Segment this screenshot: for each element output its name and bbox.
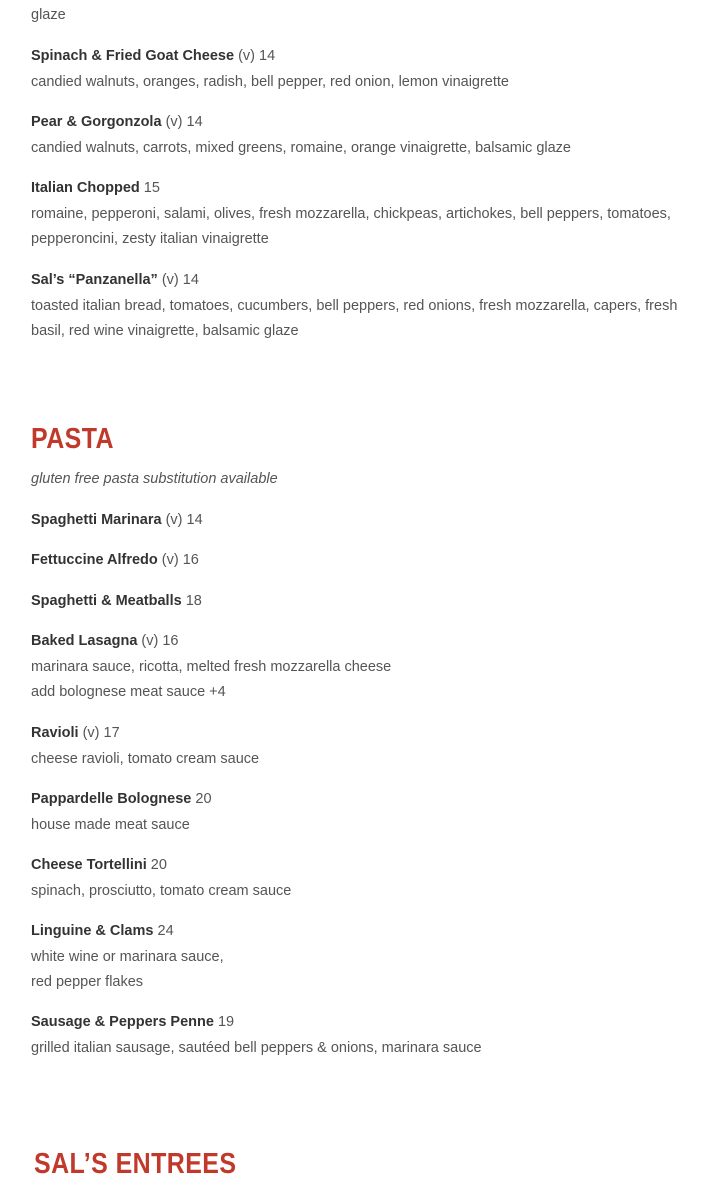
menu-item xyxy=(31,548,691,574)
item-name: Spaghetti Marinara xyxy=(31,512,162,528)
item-price: 19 xyxy=(217,1014,235,1030)
item-name: Spinach & Fried Goat Cheese xyxy=(31,48,235,64)
section-note: gluten free pasta substitution available xyxy=(31,471,278,487)
section-title-pasta: PASTA xyxy=(31,423,114,455)
menu-item xyxy=(31,176,691,253)
item-description: pepperoncini, zesty italian vinaigrette xyxy=(31,231,269,247)
item-name: Sausage & Peppers Penne xyxy=(31,1014,214,1030)
item-name: Cheese Tortellini xyxy=(31,857,147,873)
previous-item-description-fragment: glaze xyxy=(31,7,66,23)
item-name: Pappardelle Bolognese xyxy=(31,791,192,807)
item-name: Sal’s “Panzanella” xyxy=(31,272,158,288)
item-price: 18 xyxy=(185,593,202,609)
item-price: (v) 14 xyxy=(161,272,199,288)
item-price: (v) 14 xyxy=(165,114,203,130)
item-description: house made meat sauce xyxy=(31,816,190,833)
item-name: Spaghetti & Meatballs xyxy=(31,593,182,609)
item-description: romaine, pepperoni, salami, olives, fresh mozzarella, chickpeas, artichokes, bell peppers, tomatoes, xyxy=(31,205,671,222)
menu-item xyxy=(31,853,691,904)
item-description: add bolognese meat sauce +4 xyxy=(31,684,226,700)
item-name: Italian Chopped xyxy=(31,180,140,196)
item-price: 24 xyxy=(157,923,174,939)
item-price: (v) 16 xyxy=(161,552,199,568)
item-price: 15 xyxy=(143,180,160,196)
item-name: Baked Lasagna xyxy=(31,633,138,649)
section-title-entrees: SAL’S ENTREES xyxy=(34,1148,237,1180)
item-description: grilled italian sausage, sautéed bell peppers & onions, marinara sauce xyxy=(31,1039,482,1056)
item-description: white wine or marinara sauce, xyxy=(31,948,224,965)
menu-item xyxy=(31,589,691,615)
item-name: Fettuccine Alfredo xyxy=(31,552,158,568)
menu-item xyxy=(31,268,691,345)
item-name: Pear & Gorgonzola xyxy=(31,114,162,130)
menu-item xyxy=(31,787,691,838)
item-description: red pepper flakes xyxy=(31,974,144,990)
item-description: cheese ravioli, tomato cream sauce xyxy=(31,750,260,767)
menu-item xyxy=(31,629,691,706)
menu-item xyxy=(31,44,691,95)
item-description: candied walnuts, oranges, radish, bell pepper, red onion, lemon vinaigrette xyxy=(31,73,509,90)
item-description: spinach, prosciutto, tomato cream sauce xyxy=(31,882,292,899)
menu-item xyxy=(31,1010,691,1061)
item-description: toasted italian bread, tomatoes, cucumbers, bell peppers, red onions, fresh mozzarella, capers, fresh xyxy=(31,297,678,314)
item-price: (v) 14 xyxy=(165,512,203,528)
item-price: (v) 17 xyxy=(82,725,120,741)
menu-item xyxy=(31,721,691,772)
menu-item xyxy=(31,508,691,534)
item-price: (v) 14 xyxy=(238,48,276,64)
item-description: candied walnuts, carrots, mixed greens, romaine, orange vinaigrette, balsamic glaze xyxy=(31,139,571,156)
item-price: 20 xyxy=(150,857,167,873)
menu-item xyxy=(31,110,691,161)
item-description: marinara sauce, ricotta, melted fresh mozzarella cheese xyxy=(31,658,392,675)
item-price: 20 xyxy=(195,791,212,807)
menu-item xyxy=(31,919,691,996)
item-description: basil, red wine vinaigrette, balsamic glaze xyxy=(31,323,299,339)
item-name: Linguine & Clams xyxy=(31,923,154,939)
item-price: (v) 16 xyxy=(141,633,179,649)
item-name: Ravioli xyxy=(31,725,79,741)
